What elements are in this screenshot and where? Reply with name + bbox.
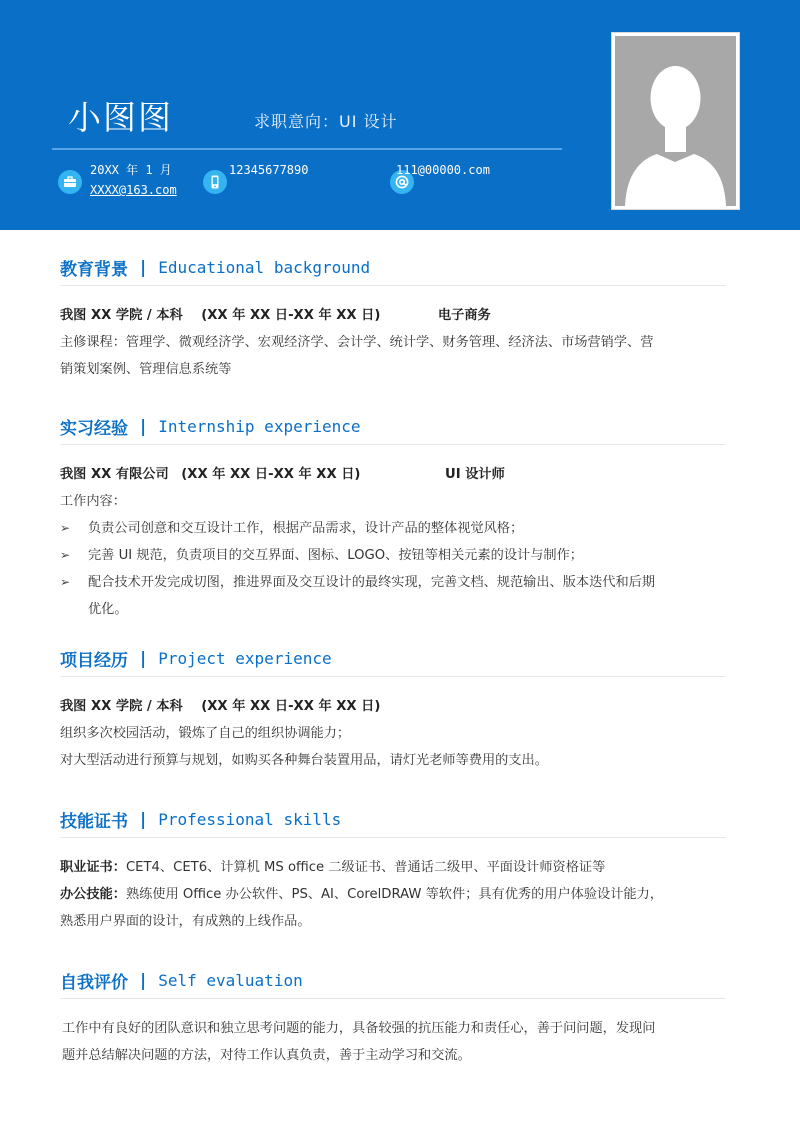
phone-icon [203, 170, 227, 194]
section-title-project [60, 641, 726, 677]
section-title-cn: 实习经验 [60, 419, 128, 439]
internship-bullet-3-continued [60, 596, 726, 623]
profile-photo [611, 32, 740, 210]
section-title-education [60, 250, 726, 286]
skills-office-label: 办公技能： [60, 887, 126, 902]
education-school: 我图 XX 学院 / 本科 [60, 308, 183, 323]
self-line-2: 题并总结解决问题的方法，对待工作认真负责，善于主动学习和交流。 [62, 1048, 471, 1063]
bullet-arrow-icon: ➢ [60, 575, 71, 589]
bullet-arrow-icon: ➢ [60, 521, 71, 535]
header-banner [0, 0, 800, 230]
contact-mail-address[interactable]: 111@00000.com [396, 163, 490, 177]
project-header-row [60, 693, 726, 720]
internship-period: (XX 年 XX 日-XX 年 XX 日) [181, 467, 361, 482]
section-title-en: Internship experience [158, 417, 361, 436]
internship-item-text: 完善 UI 规范，负责项目的交互界面、图标、LOGO、按钮等相关元素的设计与制作； [88, 548, 583, 563]
job-intent: 求职意向：UI 设计 [254, 112, 398, 131]
internship-header-row [60, 461, 726, 488]
skills-office-text: 熟练使用 Office 办公软件、PS、AI、CorelDRAW 等软件；具有优秀的用户体验设计能力， [125, 887, 663, 902]
internship-bullet-3 [60, 569, 726, 596]
section-project [60, 641, 726, 774]
section-title-en: Educational background [158, 258, 371, 277]
contact-email[interactable]: XXXX@163.com [90, 183, 177, 197]
self-line-1: 工作中有良好的团队意识和独立思考问题的能力，具备较强的抗压能力和责任心，善于问问题，发现问 [62, 1021, 656, 1036]
skills-cert-text: CET4、CET6、计算机 MS office 二级证书、普通话二级甲、平面设计师资格证等 [125, 860, 606, 875]
internship-role: UI 设计师 [445, 467, 505, 482]
section-title-cn: 自我评价 [60, 973, 128, 993]
section-title-separator: | [140, 970, 147, 991]
avatar-placeholder-icon [615, 36, 736, 206]
section-internship [60, 409, 726, 623]
project-period: (XX 年 XX 日-XX 年 XX 日) [201, 699, 381, 714]
section-title-cn: 教育背景 [60, 260, 128, 280]
project-line-1: 组织多次校园活动，锻炼了自己的组织协调能力； [60, 726, 351, 741]
section-self-evaluation [60, 963, 726, 1069]
education-courses-line-2: 销策划案例、管理信息系统等 [60, 362, 232, 377]
section-title-cn: 项目经历 [60, 651, 128, 671]
section-title-internship [60, 409, 726, 445]
section-title-self [60, 963, 726, 999]
skills-office-row-2: 熟悉用户界面的设计，有成熟的上线作品。 [60, 914, 311, 929]
skills-cert-label: 职业证书： [60, 860, 126, 875]
internship-company: 我图 XX 有限公司 [60, 467, 169, 482]
section-title-separator: | [140, 416, 147, 437]
skills-office-row [60, 881, 726, 908]
section-title-separator: | [140, 648, 147, 669]
section-skills [60, 802, 726, 935]
internship-item-text: 配合技术开发完成切图，推进界面及交互设计的最终实现，完善文档、规范输出、版本迭代和后期 [88, 575, 656, 590]
education-major: 电子商务 [438, 308, 491, 323]
section-education [60, 250, 726, 383]
section-title-skills [60, 802, 726, 838]
education-courses-line-1: 主修课程：管理学、微观经济学、宏观经济学、会计学、统计学、财务管理、经济法、市场营销学、营 [60, 335, 654, 350]
section-body-education [60, 286, 726, 383]
section-title-separator: | [140, 257, 147, 278]
contact-date: 20XX 年 1 月 [90, 163, 172, 177]
section-body-internship [60, 445, 726, 623]
skills-cert-row [60, 854, 726, 881]
section-title-separator: | [140, 809, 147, 830]
project-school: 我图 XX 学院 / 本科 [60, 699, 183, 714]
header-divider [52, 148, 562, 150]
briefcase-icon [58, 170, 82, 194]
internship-item-text: 负责公司创意和交互设计工作，根据产品需求，设计产品的整体视觉风格； [88, 521, 524, 536]
section-title-en: Project experience [158, 649, 332, 668]
section-body-project [60, 677, 726, 774]
contact-phone-number: 12345677890 [229, 163, 309, 177]
candidate-name: 小图图 [68, 98, 173, 137]
internship-item-text: 优化。 [88, 602, 128, 617]
education-header-row [60, 302, 726, 329]
section-body-self [60, 999, 726, 1069]
education-period: (XX 年 XX 日-XX 年 XX 日) [201, 308, 381, 323]
internship-bullet-1 [60, 515, 726, 542]
section-title-en: Professional skills [158, 810, 342, 829]
bullet-arrow-icon: ➢ [60, 548, 71, 562]
internship-bullet-2 [60, 542, 726, 569]
section-body-skills [60, 838, 726, 935]
section-title-en: Self evaluation [158, 971, 303, 990]
internship-content-label: 工作内容： [60, 494, 126, 509]
project-line-2: 对大型活动进行预算与规划，如购买各种舞台装置用品，请灯光老师等费用的支出。 [60, 753, 548, 768]
section-title-cn: 技能证书 [60, 812, 128, 832]
